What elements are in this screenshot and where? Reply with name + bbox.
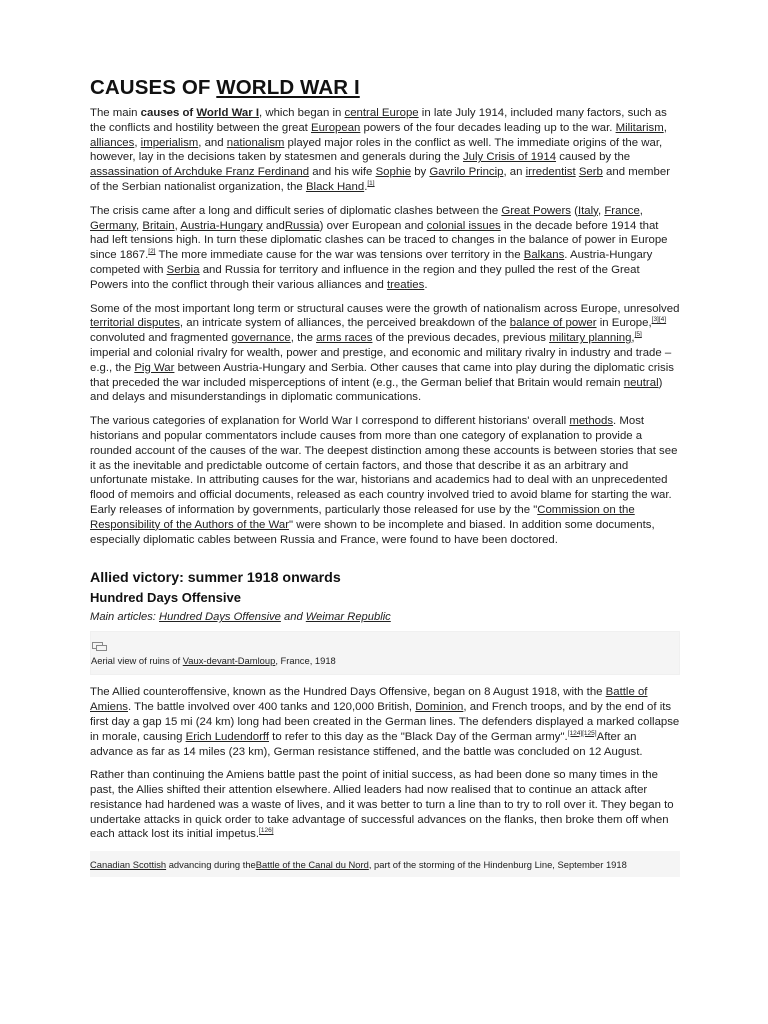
link-weimar-republic[interactable]: Weimar Republic [305, 611, 391, 624]
link-britain[interactable]: Britain [142, 219, 175, 232]
link-balkans[interactable]: Balkans [523, 249, 565, 262]
link-military-planning[interactable]: military planning [549, 332, 632, 345]
figure-aerial-view [90, 631, 680, 675]
link-governance[interactable]: governance [231, 332, 291, 345]
link-gavrilo-princip[interactable]: Gavrilo Princip [429, 166, 504, 179]
link-austria-hungary[interactable]: Austria-Hungary [180, 219, 263, 232]
link-alliances[interactable]: alliances [90, 136, 135, 149]
link-italy[interactable]: Italy [577, 204, 598, 217]
link-serb[interactable]: Serb [578, 166, 603, 179]
link-hundred-days-offensive[interactable]: Hundred Days Offensive [159, 611, 281, 624]
figure-caption: Aerial view of ruins of Vaux-devant-Damloup, France, 1918 [91, 655, 336, 667]
link-assassination[interactable]: assassination of Archduke Franz Ferdinand [90, 166, 310, 179]
citation-3-4[interactable]: [3][4] [651, 316, 667, 324]
link-european[interactable]: European [310, 121, 361, 134]
link-methods[interactable]: methods [569, 415, 614, 428]
link-canadian-scottish[interactable]: Canadian Scottish [90, 859, 167, 871]
section-heading: Allied victory: summer 1918 onwards [90, 570, 341, 587]
link-sophie[interactable]: Sophie [375, 166, 412, 179]
link-treaties[interactable]: treaties [386, 278, 425, 291]
citation-2[interactable]: [2] [148, 248, 156, 256]
link-militarism[interactable]: Militarism [615, 121, 664, 134]
paragraph-structural-causes: Some of the most important long term or structural causes were the growth of nationalism across Europe, unresolved territorial disputes, an intricate system of alliances, the perceived breakdown of the balance of power in Europe,[3][4] convoluted and fragmented governance, the arms races of the previous decades, previous military planning,[5] imperial and colonial rivalry for wealth, power and prestige, and economic and military rivalry in industry and trade – e.g., the Pig War between Austria-Hungary and Serbia. Other causes that came into play during the diplomatic crisis that preceded the war included misperceptions of intent (e.g., the German belief that Britain would remain neutral) and delays and misunderstandings in diplomatic communications. [90, 302, 680, 404]
link-great-powers[interactable]: Great Powers [501, 204, 571, 217]
link-dominion[interactable]: Dominion [415, 701, 464, 714]
citation-5[interactable]: [5] [634, 331, 642, 339]
link-territorial-disputes[interactable]: territorial disputes [90, 317, 180, 330]
link-irredentist[interactable]: irredentist [525, 166, 576, 179]
link-balance-of-power[interactable]: balance of power [509, 317, 597, 330]
page-title: CAUSES OF WORLD WAR I [90, 76, 360, 99]
link-russia[interactable]: Russia [284, 219, 320, 232]
link-battle-canal-du-nord[interactable]: Battle of the Canal du Nord [255, 859, 369, 871]
link-arms-races[interactable]: arms races [316, 332, 373, 345]
link-serbia[interactable]: Serbia [166, 263, 200, 276]
link-central-europe[interactable]: central Europe [344, 107, 419, 119]
link-vaux-devant-damloup[interactable]: Vaux-devant-Damloup [182, 655, 276, 667]
paragraph-counteroffensive: The Allied counteroffensive, known as the Hundred Days Offensive, began on 8 August 1918, with the Battle of Amiens. The battle involved over 400 tanks and 120,000 British, Dominion, and French troops, and by the end of its first day a gap 15 mi (24 km) long had been created in the German lines. The defenders displayed a marked collapse in morale, causing Erich Ludendorff to refer to this day as the "Black Day of the German army".[124][125]After an advance as far as 14 miles (23 km), German resistance stiffened, and the battle was concluded on 12 August. [90, 686, 680, 758]
link-world-war-i[interactable]: WORLD WAR I [216, 76, 360, 99]
image-placeholder-icon[interactable] [92, 640, 108, 652]
figure-canal-du-nord [90, 851, 680, 877]
main-articles-note: Main articles: Hundred Days Offensive and Weimar Republic [90, 611, 391, 624]
paragraph-intro: The main causes of World War I, which began in central Europe in late July 1914, included many factors, such as the conflicts and hostility between the great European powers of the four decades leading up to the war. Militarism, alliances, imperialism, and nationalism played major roles in the conflict as well. The immediate origins of the war, however, lay in the decisions taken by statesmen and generals during the July Crisis of 1914 caused by the assassination of Archduke Franz Ferdinand and his wife Sophie by Gavrilo Princip, an irredentist Serb and member of the Serbian nationalist organization, the Black Hand.[1] [90, 107, 670, 193]
link-july-crisis[interactable]: July Crisis of 1914 [462, 151, 557, 164]
link-commission[interactable]: Commission on the Responsibility of the Authors of the War [90, 503, 635, 531]
link-battle-of-amiens[interactable]: Battle of Amiens [90, 686, 648, 714]
subsection-heading: Hundred Days Offensive [90, 590, 241, 606]
citation-1[interactable]: [1] [367, 180, 375, 188]
link-world-war-i-bold[interactable]: World War I [196, 107, 260, 119]
link-imperialism[interactable]: imperialism [140, 136, 199, 149]
article [90, 60, 680, 877]
link-erich-ludendorff[interactable]: Erich Ludendorff [185, 730, 269, 743]
link-colonial-issues[interactable]: colonial issues [426, 219, 501, 232]
paragraph-allied-strategy: Rather than continuing the Amiens battle past the point of initial success, as had been done so many times in the past, the Allies shifted their attention elsewhere. Allied leaders had now realised that to continue an attack after resistance had hardened was a waste of lives, and it was better to turn a line than to try to roll over it. They began to undertake attacks in quick order to take advantage of successful advances on the flanks, then broke them off when each attack lost its initial impetus.[126] [90, 769, 674, 841]
link-france[interactable]: France [604, 204, 640, 217]
paragraph-crisis: The crisis came after a long and difficult series of diplomatic clashes between the Great Powers (Italy, France, Germany, Britain, Austria-Hungary andRussia) over European and colonial issues in the decade before 1914 that had left tensions high. In turn these diplomatic clashes can be traced to changes in the balance of power in Europe since 1867.[2] The more immediate cause for the war was tensions over territory in the Balkans. Austria-Hungary competed with Serbia and Russia for territory and influence in the region and they pulled the rest of the Great Powers into the conflict through their various alliances and treaties. [90, 204, 668, 291]
citation-124-125[interactable]: [124][125] [567, 729, 597, 737]
figure-caption-canal-du-nord: Canadian Scottish advancing during theBattle of the Canal du Nord, part of the storming of the Hindenburg Line, September 1918 [90, 859, 627, 871]
link-pig-war[interactable]: Pig War [134, 361, 175, 374]
link-germany[interactable]: Germany [90, 219, 136, 232]
citation-126[interactable]: [126] [259, 827, 274, 835]
link-neutral[interactable]: neutral [623, 376, 659, 389]
link-black-hand[interactable]: Black Hand [305, 180, 365, 193]
link-nationalism[interactable]: nationalism [226, 136, 285, 149]
paragraph-explanations: The various categories of explanation for World War I correspond to different historians' overall methods. Most historians and popular commentators include causes from more than one category of explanation to provide a rounded account of the causes of the war. The deepest distinction among these accounts is between stories that see it as the inevitable and predictable outcome of certain factors, and those that describe it as an arbitrary and unfortunate mistake. In attributing causes for the war, historians and academics had to deal with an unprecedented flood of memoirs and official documents, released as each country involved tried to avoid blame for starting the war. Early releases of information by governments, particularly those released for use by the "Commission on the Responsibility of the Authors of the War" were shown to be incomplete and biased. In addition some documents, especially diplomatic cables between Russia and France, were found to have been doctored. [90, 415, 678, 546]
